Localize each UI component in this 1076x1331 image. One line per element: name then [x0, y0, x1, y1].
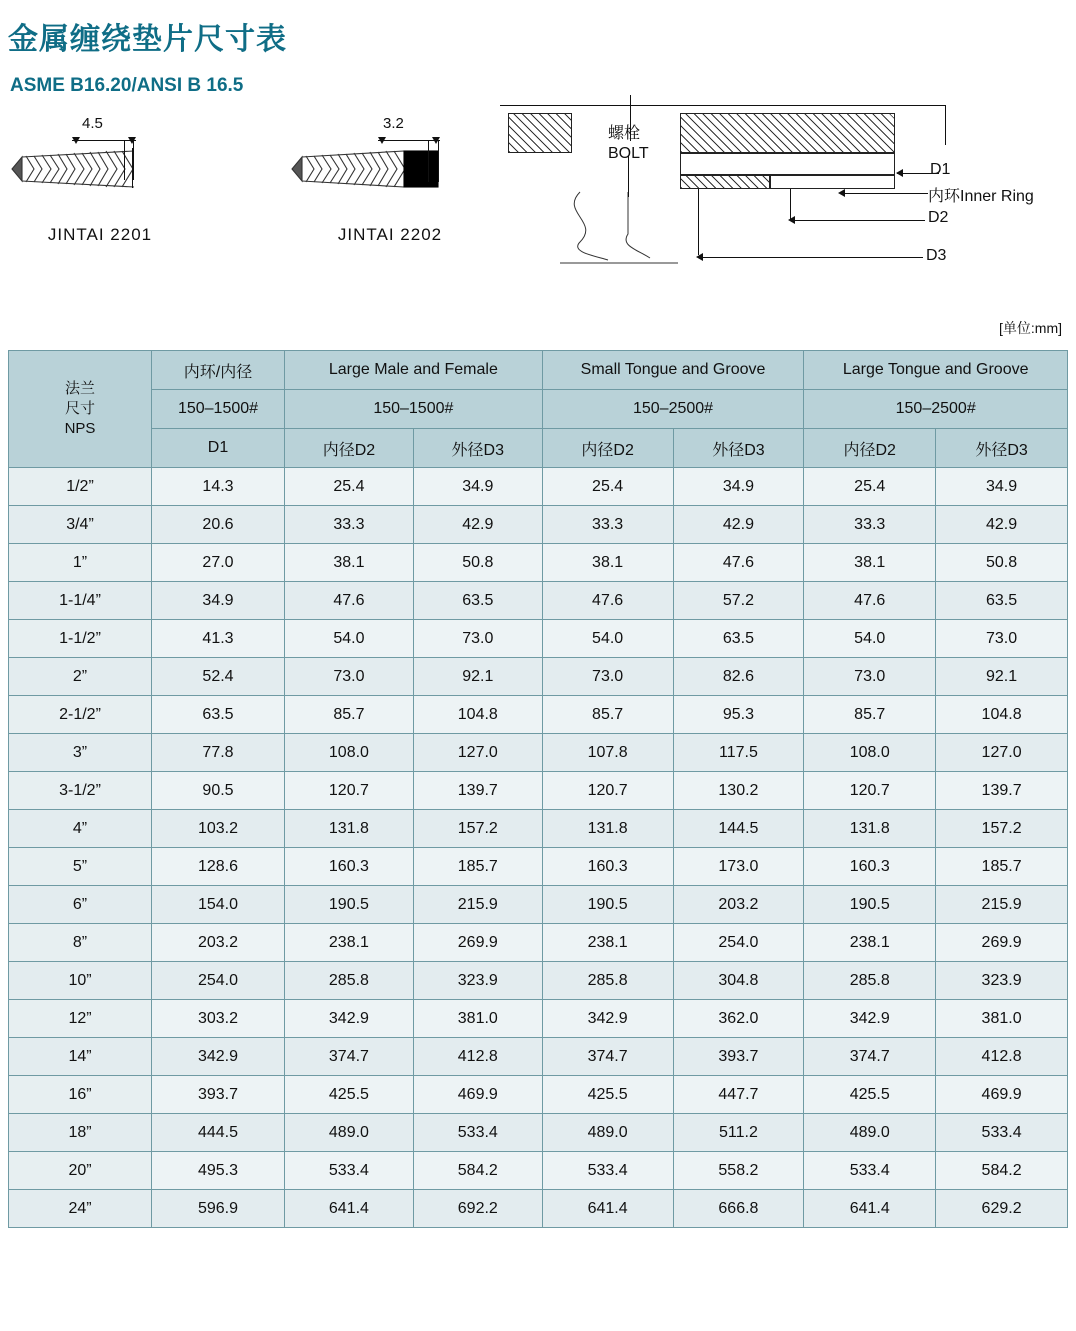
cell-stg_d3: 42.9 — [673, 506, 804, 544]
cell-d1: 20.6 — [152, 506, 285, 544]
col-header-nps — [9, 351, 152, 468]
cell-ltg_d2: 38.1 — [804, 544, 936, 582]
cell-stg_d3: 511.2 — [673, 1114, 804, 1152]
cell-ltg_d3: 629.2 — [936, 1190, 1068, 1228]
cell-d1: 254.0 — [152, 962, 285, 1000]
cell-d1: 41.3 — [152, 620, 285, 658]
cell-d1: 77.8 — [152, 734, 285, 772]
cell-stg_d3: 393.7 — [673, 1038, 804, 1076]
break-line — [560, 190, 680, 265]
cell-nps: 18” — [9, 1114, 152, 1152]
label-inner-ring: 内环Inner Ring — [928, 188, 1034, 205]
nps-line-3: NPS — [64, 420, 96, 437]
table-row — [9, 620, 1068, 658]
cell-d1: 393.7 — [152, 1076, 285, 1114]
cell-lmf_d2: 190.5 — [285, 886, 414, 924]
cell-ltg_d2: 160.3 — [804, 848, 936, 886]
cell-lmf_d3: 50.8 — [413, 544, 542, 582]
cell-stg_d3: 254.0 — [673, 924, 804, 962]
cell-stg_d2: 85.7 — [542, 696, 673, 734]
cell-ltg_d3: 533.4 — [936, 1114, 1068, 1152]
cell-d1: 303.2 — [152, 1000, 285, 1038]
cell-stg_d3: 173.0 — [673, 848, 804, 886]
bolt-label-en: BOLT — [608, 145, 649, 162]
cell-stg_d2: 285.8 — [542, 962, 673, 1000]
cell-nps: 4” — [9, 810, 152, 848]
cell-lmf_d2: 47.6 — [285, 582, 414, 620]
col-header-inner: 内环/内径 — [152, 351, 285, 390]
cell-nps: 12” — [9, 1000, 152, 1038]
header-row-2 — [9, 390, 1068, 429]
cell-stg_d2: 374.7 — [542, 1038, 673, 1076]
table-row — [9, 468, 1068, 506]
cell-stg_d3: 666.8 — [673, 1190, 804, 1228]
flange-schematic — [500, 95, 1070, 305]
cell-lmf_d2: 489.0 — [285, 1114, 414, 1152]
dimension-label-2201: 4.5 — [82, 115, 103, 132]
gasket-spiral-2201-graphic — [8, 143, 138, 193]
table-row — [9, 1076, 1068, 1114]
cell-lmf_d2: 641.4 — [285, 1190, 414, 1228]
cell-stg_d3: 558.2 — [673, 1152, 804, 1190]
cell-ltg_d2: 285.8 — [804, 962, 936, 1000]
cell-stg_d2: 73.0 — [542, 658, 673, 696]
cell-stg_d3: 47.6 — [673, 544, 804, 582]
cell-lmf_d2: 285.8 — [285, 962, 414, 1000]
cell-stg_d3: 447.7 — [673, 1076, 804, 1114]
cell-d1: 27.0 — [152, 544, 285, 582]
cell-lmf_d3: 323.9 — [413, 962, 542, 1000]
gasket-ring-hatch — [680, 175, 770, 189]
cell-nps: 20” — [9, 1152, 152, 1190]
cell-d1: 103.2 — [152, 810, 285, 848]
sub-header-stg-d3: 外径D3 — [673, 429, 804, 468]
bolt-hatch-left — [508, 113, 572, 153]
cell-ltg_d2: 73.0 — [804, 658, 936, 696]
nps-line-2: 尺寸 — [64, 400, 95, 417]
cell-lmf_d3: 469.9 — [413, 1076, 542, 1114]
cell-lmf_d2: 533.4 — [285, 1152, 414, 1190]
cell-stg_d2: 533.4 — [542, 1152, 673, 1190]
cell-nps: 5” — [9, 848, 152, 886]
cell-nps: 2-1/2” — [9, 696, 152, 734]
table-body — [9, 468, 1068, 1228]
cell-ltg_d3: 323.9 — [936, 962, 1068, 1000]
table-row — [9, 1114, 1068, 1152]
cell-stg_d2: 38.1 — [542, 544, 673, 582]
sub-header-lmf-d3: 外径D3 — [413, 429, 542, 468]
table-row — [9, 1000, 1068, 1038]
figure-jintai-2201 — [0, 115, 240, 260]
cell-ltg_d2: 238.1 — [804, 924, 936, 962]
table-row — [9, 924, 1068, 962]
bolt-label-cn: 螺栓 — [608, 125, 641, 142]
label-d2: D2 — [928, 209, 949, 226]
col-header-lmf: Large Male and Female — [285, 351, 543, 390]
cell-lmf_d3: 533.4 — [413, 1114, 542, 1152]
flange-hatch-right — [680, 113, 895, 153]
cell-ltg_d2: 85.7 — [804, 696, 936, 734]
cell-stg_d2: 238.1 — [542, 924, 673, 962]
cell-ltg_d3: 412.8 — [936, 1038, 1068, 1076]
cell-d1: 495.3 — [152, 1152, 285, 1190]
unit-note: [单位:mm] — [999, 320, 1062, 336]
cell-ltg_d3: 92.1 — [936, 658, 1068, 696]
cell-nps: 16” — [9, 1076, 152, 1114]
table-row — [9, 848, 1068, 886]
header-row-1 — [9, 351, 1068, 390]
cell-nps: 1-1/2” — [9, 620, 152, 658]
cell-lmf_d3: 692.2 — [413, 1190, 542, 1228]
cell-ltg_d3: 73.0 — [936, 620, 1068, 658]
cell-stg_d2: 342.9 — [542, 1000, 673, 1038]
cell-ltg_d3: 139.7 — [936, 772, 1068, 810]
cell-ltg_d2: 533.4 — [804, 1152, 936, 1190]
cell-lmf_d2: 108.0 — [285, 734, 414, 772]
cell-nps: 6” — [9, 886, 152, 924]
cell-d1: 342.9 — [152, 1038, 285, 1076]
cell-d1: 52.4 — [152, 658, 285, 696]
cell-ltg_d2: 342.9 — [804, 1000, 936, 1038]
cell-stg_d3: 95.3 — [673, 696, 804, 734]
sub-header-ltg-d2: 内径D2 — [804, 429, 936, 468]
cell-stg_d3: 130.2 — [673, 772, 804, 810]
nps-line-1: 法兰 — [64, 380, 95, 397]
cell-lmf_d3: 92.1 — [413, 658, 542, 696]
cell-lmf_d2: 85.7 — [285, 696, 414, 734]
cell-nps: 14” — [9, 1038, 152, 1076]
cell-lmf_d2: 73.0 — [285, 658, 414, 696]
pressure-lmf: 150–1500# — [285, 390, 543, 429]
cell-lmf_d2: 131.8 — [285, 810, 414, 848]
cell-lmf_d2: 54.0 — [285, 620, 414, 658]
cell-nps: 3/4” — [9, 506, 152, 544]
cell-ltg_d3: 50.8 — [936, 544, 1068, 582]
cell-lmf_d3: 381.0 — [413, 1000, 542, 1038]
cell-lmf_d2: 25.4 — [285, 468, 414, 506]
cell-ltg_d3: 381.0 — [936, 1000, 1068, 1038]
table-row — [9, 886, 1068, 924]
cell-stg_d3: 57.2 — [673, 582, 804, 620]
cell-ltg_d3: 63.5 — [936, 582, 1068, 620]
cell-nps: 24” — [9, 1190, 152, 1228]
cell-ltg_d3: 127.0 — [936, 734, 1068, 772]
table-header — [9, 351, 1068, 468]
table-row — [9, 582, 1068, 620]
dimensions-table — [8, 350, 1068, 1228]
page-subtitle: ASME B16.20/ANSI B 16.5 — [10, 75, 244, 96]
cell-lmf_d2: 238.1 — [285, 924, 414, 962]
table-row — [9, 506, 1068, 544]
cell-lmf_d2: 425.5 — [285, 1076, 414, 1114]
cell-lmf_d3: 63.5 — [413, 582, 542, 620]
inner-ring-box — [770, 175, 895, 189]
cell-ltg_d3: 157.2 — [936, 810, 1068, 848]
cell-stg_d2: 641.4 — [542, 1190, 673, 1228]
cell-stg_d2: 47.6 — [542, 582, 673, 620]
cell-ltg_d2: 131.8 — [804, 810, 936, 848]
cell-stg_d2: 33.3 — [542, 506, 673, 544]
cell-stg_d2: 489.0 — [542, 1114, 673, 1152]
cell-lmf_d3: 127.0 — [413, 734, 542, 772]
cell-nps: 2” — [9, 658, 152, 696]
cell-ltg_d2: 47.6 — [804, 582, 936, 620]
col-header-stg: Small Tongue and Groove — [542, 351, 804, 390]
cell-lmf_d2: 38.1 — [285, 544, 414, 582]
dimension-label-2202: 3.2 — [383, 115, 404, 132]
cell-lmf_d2: 374.7 — [285, 1038, 414, 1076]
cell-stg_d2: 190.5 — [542, 886, 673, 924]
table-row — [9, 962, 1068, 1000]
sub-header-lmf-d2: 内径D2 — [285, 429, 414, 468]
cell-ltg_d3: 34.9 — [936, 468, 1068, 506]
cell-lmf_d3: 34.9 — [413, 468, 542, 506]
cell-stg_d3: 304.8 — [673, 962, 804, 1000]
cell-lmf_d3: 139.7 — [413, 772, 542, 810]
cell-ltg_d3: 215.9 — [936, 886, 1068, 924]
cell-ltg_d2: 25.4 — [804, 468, 936, 506]
cell-lmf_d2: 342.9 — [285, 1000, 414, 1038]
cell-ltg_d3: 469.9 — [936, 1076, 1068, 1114]
cell-d1: 203.2 — [152, 924, 285, 962]
cell-d1: 154.0 — [152, 886, 285, 924]
pressure-inner: 150–1500# — [152, 390, 285, 429]
cell-ltg_d3: 42.9 — [936, 506, 1068, 544]
cell-lmf_d3: 584.2 — [413, 1152, 542, 1190]
table-row — [9, 734, 1068, 772]
pressure-stg: 150–2500# — [542, 390, 804, 429]
cell-stg_d3: 82.6 — [673, 658, 804, 696]
cell-lmf_d3: 215.9 — [413, 886, 542, 924]
cell-nps: 3-1/2” — [9, 772, 152, 810]
figure-caption-2202: JINTAI 2202 — [337, 225, 443, 244]
cell-stg_d2: 107.8 — [542, 734, 673, 772]
gasket-spiral-2202-graphic — [288, 143, 448, 193]
cell-lmf_d2: 33.3 — [285, 506, 414, 544]
table-row — [9, 658, 1068, 696]
cell-d1: 14.3 — [152, 468, 285, 506]
col-header-ltg: Large Tongue and Groove — [804, 351, 1068, 390]
cell-nps: 1/2” — [9, 468, 152, 506]
figure-caption-2201: JINTAI 2201 — [47, 225, 153, 244]
cell-lmf_d2: 160.3 — [285, 848, 414, 886]
cell-d1: 596.9 — [152, 1190, 285, 1228]
table-row — [9, 696, 1068, 734]
cell-ltg_d3: 269.9 — [936, 924, 1068, 962]
label-d3: D3 — [926, 247, 947, 264]
cell-d1: 90.5 — [152, 772, 285, 810]
cell-stg_d2: 54.0 — [542, 620, 673, 658]
table-row — [9, 1038, 1068, 1076]
table-row — [9, 1152, 1068, 1190]
sub-header-ltg-d3: 外径D3 — [936, 429, 1068, 468]
cell-stg_d3: 34.9 — [673, 468, 804, 506]
page-title: 金属缠绕垫片尺寸表 — [8, 23, 287, 56]
flange-body-box — [680, 153, 895, 175]
cell-lmf_d3: 157.2 — [413, 810, 542, 848]
cell-lmf_d3: 42.9 — [413, 506, 542, 544]
cell-ltg_d2: 108.0 — [804, 734, 936, 772]
cell-lmf_d3: 185.7 — [413, 848, 542, 886]
cell-stg_d3: 63.5 — [673, 620, 804, 658]
cell-ltg_d3: 104.8 — [936, 696, 1068, 734]
header-row-3 — [9, 429, 1068, 468]
cell-d1: 444.5 — [152, 1114, 285, 1152]
table-row — [9, 1190, 1068, 1228]
cell-stg_d2: 120.7 — [542, 772, 673, 810]
cell-ltg_d2: 641.4 — [804, 1190, 936, 1228]
pressure-ltg: 150–2500# — [804, 390, 1068, 429]
table-row — [9, 810, 1068, 848]
cell-ltg_d3: 584.2 — [936, 1152, 1068, 1190]
table-row — [9, 544, 1068, 582]
sub-header-stg-d2: 内径D2 — [542, 429, 673, 468]
cell-stg_d3: 203.2 — [673, 886, 804, 924]
cell-nps: 8” — [9, 924, 152, 962]
cell-ltg_d2: 190.5 — [804, 886, 936, 924]
cell-d1: 63.5 — [152, 696, 285, 734]
cell-stg_d2: 131.8 — [542, 810, 673, 848]
cell-nps: 10” — [9, 962, 152, 1000]
cell-lmf_d2: 120.7 — [285, 772, 414, 810]
cell-stg_d2: 25.4 — [542, 468, 673, 506]
cell-ltg_d2: 489.0 — [804, 1114, 936, 1152]
cell-lmf_d3: 412.8 — [413, 1038, 542, 1076]
cell-stg_d2: 425.5 — [542, 1076, 673, 1114]
cell-stg_d3: 362.0 — [673, 1000, 804, 1038]
cell-ltg_d2: 120.7 — [804, 772, 936, 810]
cell-nps: 3” — [9, 734, 152, 772]
cell-d1: 34.9 — [152, 582, 285, 620]
cell-ltg_d3: 185.7 — [936, 848, 1068, 886]
cell-ltg_d2: 425.5 — [804, 1076, 936, 1114]
cell-ltg_d2: 33.3 — [804, 506, 936, 544]
table-row — [9, 772, 1068, 810]
cell-lmf_d3: 104.8 — [413, 696, 542, 734]
cell-ltg_d2: 54.0 — [804, 620, 936, 658]
sub-header-d1: D1 — [152, 429, 285, 468]
cell-lmf_d3: 269.9 — [413, 924, 542, 962]
cell-stg_d3: 117.5 — [673, 734, 804, 772]
label-d1: D1 — [930, 161, 951, 178]
cell-d1: 128.6 — [152, 848, 285, 886]
cell-stg_d2: 160.3 — [542, 848, 673, 886]
cell-ltg_d2: 374.7 — [804, 1038, 936, 1076]
cell-nps: 1-1/4” — [9, 582, 152, 620]
cell-stg_d3: 144.5 — [673, 810, 804, 848]
cell-nps: 1” — [9, 544, 152, 582]
cell-lmf_d3: 73.0 — [413, 620, 542, 658]
